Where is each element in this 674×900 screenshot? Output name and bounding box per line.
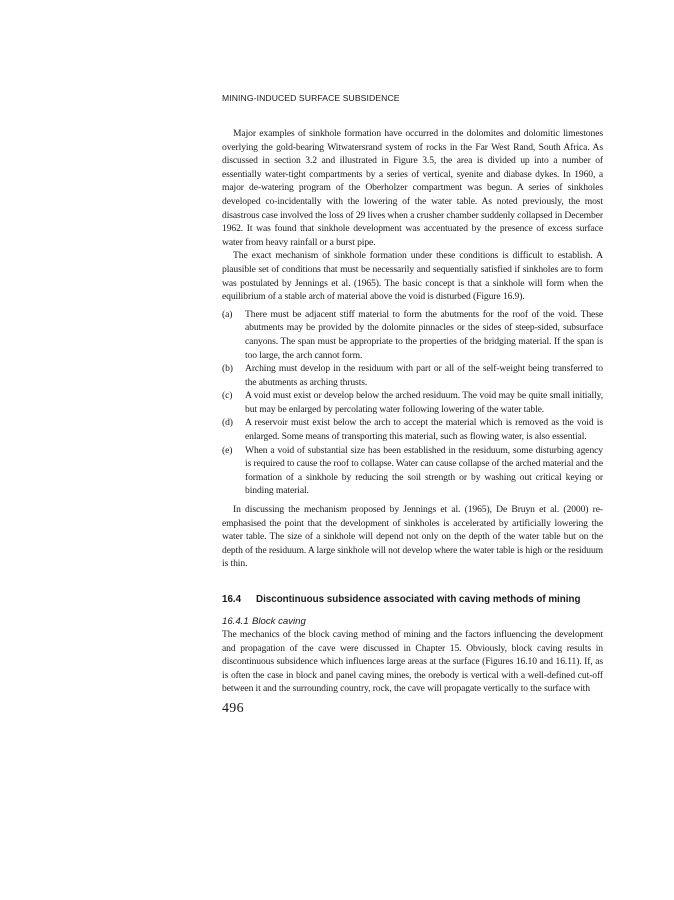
list-item-text: There must be adjacent stiff material to form the abutments for the roof of the void. These abutments may be provided by the dolomite pinnacles or the sides of steep-sided, subsurface canyons. The span must be appropriate to the properties of the bridging material. If the span is too large, the arch cannot form. (245, 308, 603, 361)
page (222, 93, 603, 717)
list-item-text: Arching must develop in the residuum with part or all of the self-weight being transferred to the abutments as arching thrusts. (245, 363, 603, 388)
list-item-text: A void must exist or develop below the arched residuum. The void may be quite small initially, but may be enlarged by percolating water following lowering of the water table. (245, 390, 603, 415)
list-item-label: (c) (222, 390, 233, 402)
list-item-label: (b) (222, 363, 233, 375)
list-item (222, 416, 603, 443)
list-item-text: A reservoir must exist below the arch to accept the material which is removed as the void is enlarged. Some means of transporting this material, such as flowing water, is also essential. (245, 417, 603, 443)
list-item (222, 389, 603, 416)
list-item-label: (a) (222, 308, 233, 320)
list-item-label: (d) (222, 417, 233, 429)
paragraph-sinkhole-examples: Major examples of sinkhole formation have occurred in the dolomites and dolomitic limestones overlying the gold-bearing Witwatersrand system of rocks in the Far West Rand, South Africa. As discussed in section 3.2 and illustrated in Figure 3.5, the area is divided up into a number of essentially water-tight compartments by a series of vertical, syenite and diabase dykes. In 1960, a major de-watering program of the Oberholzer compartment was begun. A series of sinkholes developed co-incidentally with the lowering of the water table. As noted previously, the most disastrous case involved the loss of 29 lives when a crusher chamber suddenly collapsed in December 1962. It was found that sinkhole development was accentuated by the presence of excess surface water from heavy rainfall or a burst pipe. (222, 128, 603, 248)
paragraph-sinkhole-mechanism: The exact mechanism of sinkhole formation under these conditions is difficult to establish. A plausible set of conditions that must be necessarily and sequentially satisfied if sinkholes are to form was postulated by Jennings et al. (1965). The basic concept is that a sinkhole will form when the equilibrium of a stable arch of material above the void is disturbed (Figure 16.9). (222, 250, 603, 303)
paragraph-block-caving: The mechanics of the block caving method of mining and the factors influencing the development and propagation of the cave were discussed in Chapter 15. Obviously, block caving results in discontinuous subsidence which influences large areas at the surface (Figures 16.10 and 16.11). If, as is often the case in block and panel caving mines, the orebody is vertical with a well-defined cut-off between it and the surrounding country, rock, the cave will propagate vertically to the surface with (222, 629, 603, 695)
conditions-list (222, 308, 603, 498)
subsection-number: 16.4.1 (222, 616, 249, 627)
list-item (222, 444, 603, 498)
running-head: MINING-INDUCED SURFACE SUBSIDENCE (222, 93, 400, 103)
section-title: Discontinuous subsidence associated with caving methods of mining (256, 594, 581, 605)
list-item (222, 362, 603, 389)
subsection-title: Block caving (252, 616, 306, 627)
list-item-label: (e) (222, 444, 233, 456)
section-heading (222, 594, 603, 605)
subsection-heading (222, 616, 603, 627)
list-item (222, 308, 603, 362)
page-number: 496 (222, 700, 244, 716)
section-number: 16.4 (222, 594, 242, 605)
list-item-text: When a void of substantial size has been established in the residuum, some disturbing agency is required to cause the roof to collapse. Water can cause collapse of the arched material and the formation of a sinkhole by reducing the soil strength or by washing out critical keying or binding material. (245, 444, 603, 497)
paragraph-discussion: In discussing the mechanism proposed by Jennings et al. (1965), De Bruyn et al. (2000) re-emphasised the point that the development of sinkholes is accelerated by artificially lowering the water table. The size of a sinkhole will depend not only on the depth of the water table but on the depth of the residuum. A large sinkhole will not develop where the water table is high or the residuum is thin. (222, 504, 604, 570)
